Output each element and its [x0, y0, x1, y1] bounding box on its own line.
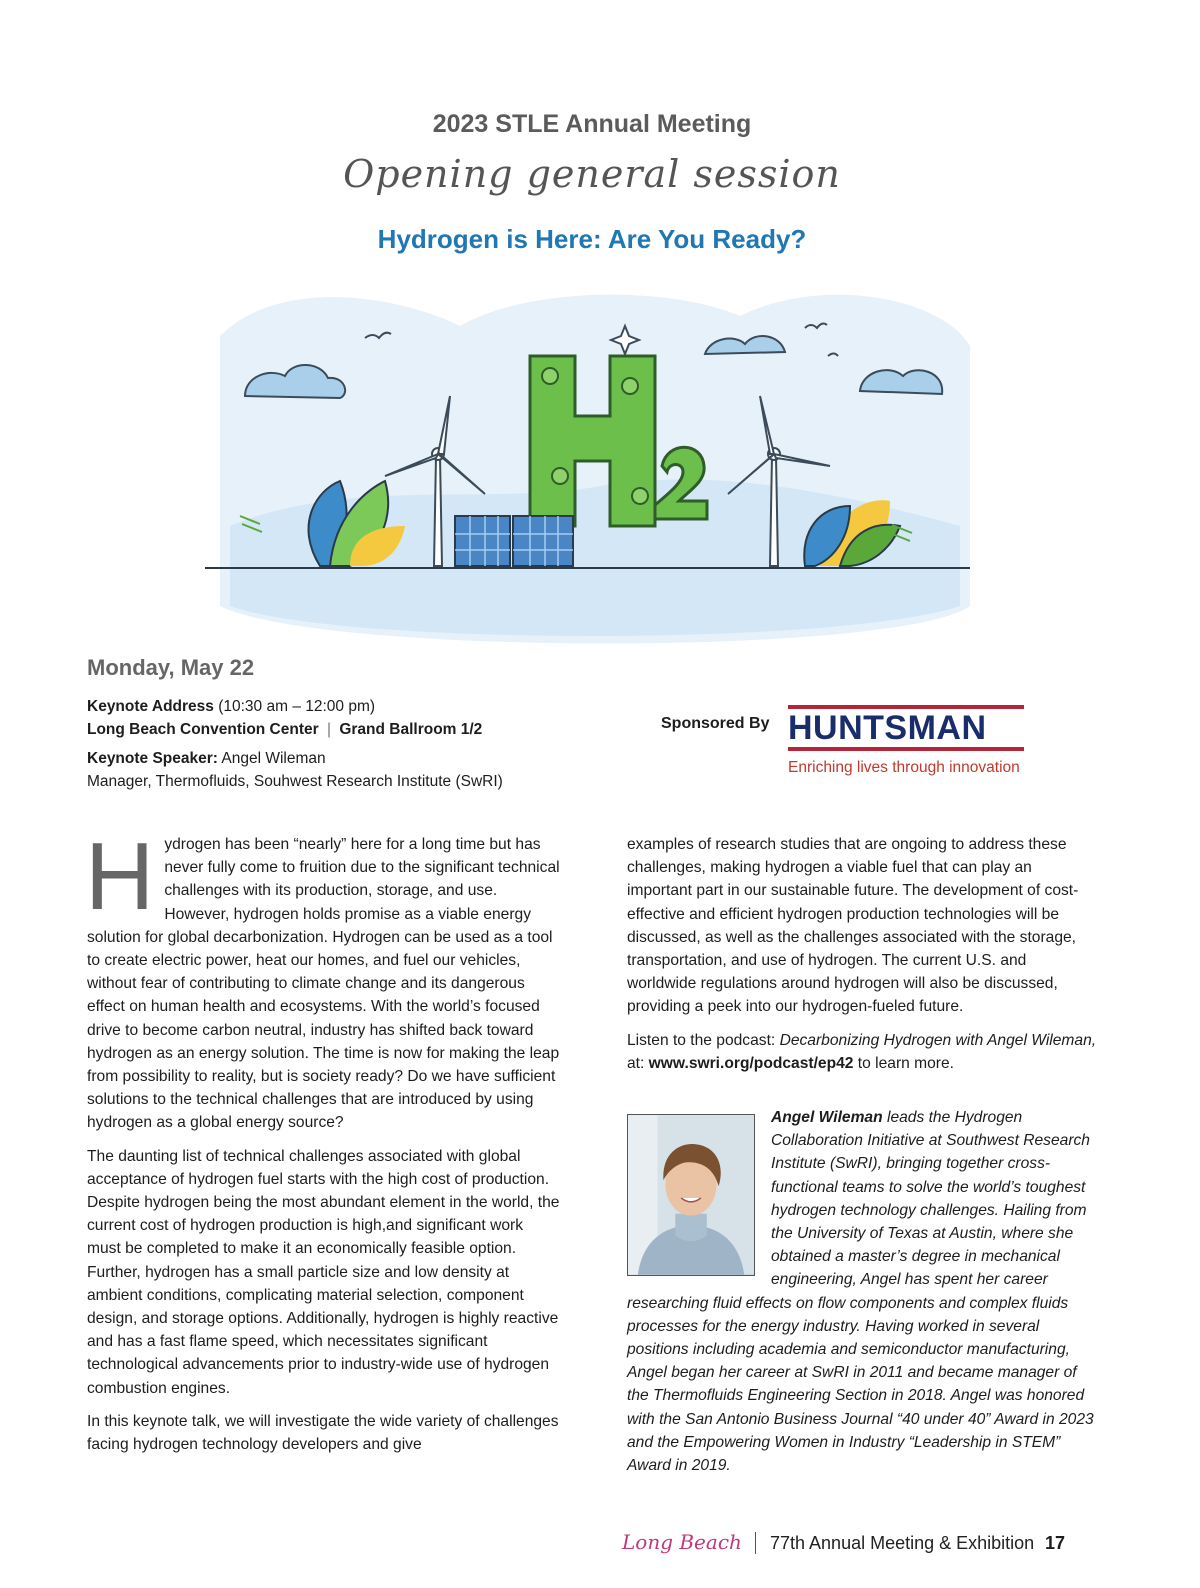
- page-number: 17: [1045, 1533, 1066, 1553]
- room: Grand Ballroom 1/2: [339, 721, 483, 738]
- footer-city: Long Beach: [622, 1530, 742, 1554]
- speaker-bio: [627, 1106, 1097, 1477]
- speaker-line: [87, 747, 326, 770]
- podcast-paragraph: [627, 1029, 1099, 1075]
- huntsman-logo: [788, 705, 1024, 777]
- meeting-title: 2023 STLE Annual Meeting: [432, 110, 752, 138]
- venue: Long Beach Convention Center: [87, 721, 319, 738]
- date-heading: Monday, May 22: [87, 655, 255, 680]
- podcast-at: at:: [627, 1054, 649, 1072]
- sponsor-tagline: Enriching lives through innovation: [788, 759, 1020, 776]
- left-column: [85, 823, 561, 1466]
- venue-line: [87, 718, 482, 741]
- paragraph-2: The daunting list of technical challenges associated with global acceptance of hydrogen fuel starts with the high cost of production. Despite hydrogen being the most abundant element in the world, the current cost of hydrogen production is high,and significant work must be completed to make it an economically feasible option. Further, hydrogen has a small particle size and low density at ambient conditions, complicating material selection, component design, and storage options. Additionally, hydrogen is highly reactive and has a fast flame speed, which necessitates significant technological advancements prior to industry-wide use of hydrogen combustion engines.: [87, 1147, 560, 1397]
- right-column: [627, 833, 1099, 1085]
- sponsor-name: HUNTSMAN: [788, 709, 987, 747]
- paragraph-1-text: ydrogen has been “nearly” here for a long time but has never fully come to fruition due to the significant technical challenges with its production, storage, and use. However, hydrogen holds promise as a viable energy solution for global decarbonization. Hydrogen can be used as a tool to create electric power, heat our homes, and fuel our vehicles, without fear of contributing to climate change and its dangerous effect on human health and ecosystems. With the world’s focused drive to become carbon neutral, industry has shifted back toward hydrogen as an energy solution. The time is now for making the leap from possibility to reality, but is society ready? Do we have sufficient solutions to the technical challenges that are introduced by using hydrogen as a global energy source?: [87, 836, 560, 1132]
- venue-separator: |: [326, 721, 331, 738]
- speaker-title: Manager, Thermofluids, Souhwest Research Institute (SwRI): [87, 773, 503, 790]
- podcast-title: Decarbonizing Hydrogen with Angel Wileman,: [779, 1031, 1097, 1049]
- paragraph-4: examples of research studies that are ongoing to address these challenges, making hydrogen a viable fuel that can play an important part in our sustainable future. The development of cost-effective and efficient hydrogen production technologies will be discussed, as well as the challenges associated with the storage, transportation, and use of hydrogen. The current U.S. and worldwide regulations around hydrogen will also be discussed, providing a peek into our hydrogen-fueled future.: [627, 836, 1079, 1016]
- drop-cap: H: [85, 823, 155, 930]
- logo-bar-bottom: [788, 747, 1024, 751]
- hydrogen-illustration: [200, 276, 980, 660]
- keynote-time: (10:30 am – 12:00 pm): [218, 698, 376, 715]
- podcast-link[interactable]: www.swri.org/podcast/ep42: [648, 1054, 854, 1072]
- podcast-tail: to learn more.: [853, 1054, 955, 1072]
- footer-event: 77th Annual Meeting & Exhibition: [770, 1533, 1035, 1553]
- paragraph-1: [85, 823, 561, 1135]
- speaker-name: Angel Wileman: [221, 750, 326, 767]
- bio-text: leads the Hydrogen Collaboration Initiative at Southwest Research Institute (SwRI), bringing together cross-functional teams to solve the world’s toughest hydrogen technology challenges. Hailing from the University of Texas at Austin, where she obtained a master’s degree in mechanical engineering, Angel has spent her career researching fluid effects on flow components and complex fluids processes for the energy industry. Having worked in several positions including academia and semiconductor manufacturing, Angel began her career at SwRI in 2011 and became manager of the Thermofluids Engineering Section in 2018. Angel was honored with the San Antonio Business Journal “40 under 40” Award in 2023 and the Empowering Women in Industry “Leadership in STEM” Award in 2019.: [627, 1109, 1094, 1475]
- podcast-lead: Listen to the podcast:: [627, 1031, 780, 1049]
- keynote-line: [87, 695, 375, 718]
- keynote-label: Keynote Address: [87, 698, 214, 715]
- sponsor-label: Sponsored By: [661, 715, 770, 732]
- speaker-label: Keynote Speaker:: [87, 750, 218, 767]
- talk-title: Hydrogen is Here: Are You Ready?: [377, 224, 807, 254]
- footer-divider: [755, 1532, 756, 1554]
- paragraph-3: In this keynote talk, we will investigate the wide variety of challenges facing hydrogen technology developers and give: [87, 1412, 559, 1454]
- session-title: Opening general session: [343, 152, 841, 196]
- bio-name: Angel Wileman: [771, 1109, 883, 1126]
- speaker-portrait: [627, 1114, 755, 1276]
